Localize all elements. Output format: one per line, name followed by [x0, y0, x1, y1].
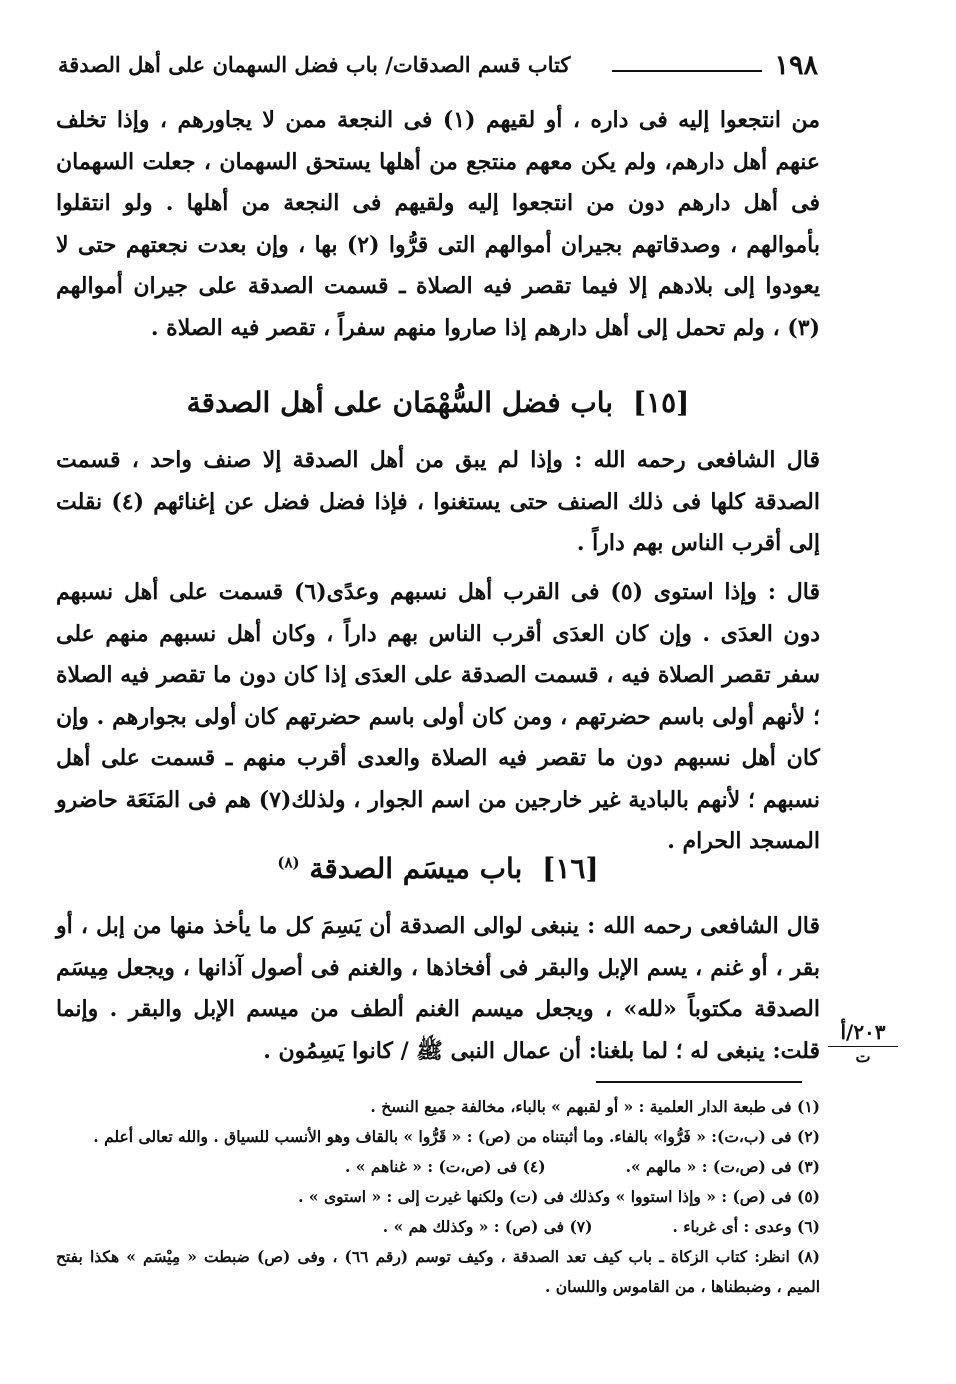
running-head — [58, 50, 818, 90]
footnote-1: (١) فى طبعة الدار العلمية : « أو لقبهم » بالباء، مخالفة جميع النسخ . — [370, 1097, 820, 1116]
intro-paragraph-block — [56, 100, 820, 349]
section-16-heading — [56, 852, 820, 885]
paragraph-text: : وإذا استوى (٥) فى القرب أهل نسبهم وعدًى(٦) قسمت على أهل نسبهم دون العدَى . وإن كان العدَى أقرب الناس بهم داراً ، وكان أهل نسبهم منهم على سفر تقصر الصلاة فيه ، قسمت الصدقة على العدَى إذا كان دون ما تقصر فيه الصلاة ؛ لأنهم أولى باسم حضرتهم ، ومن كان أولى باسم حضرتهم كان أولى بجوارهم . وإن كان أهل نسبهم دون ما تقصر فيه الصلاة والعدى أقرب منهم ـ قسمت على أهل نسبهم ؛ لأنهم بالبادية غير خارجين من اسم الجوار ، ولذلك(٧) هم فى المَنَعَة حاضرو المسجد الحرام . — [56, 579, 820, 854]
intro-paragraph: من انتجعوا إليه فى داره ، أو لقيهم (١) فى النجعة ممن لا يجاورهم ، وإذا تخلف عنهم أهل دارهم، ولم يكن معهم منتجع من أهلها يستحق السهمان ، جعلت السهمان فى أهل دارهم دون من انتجعوا إليه ولقيهم فى النجعة من أهلها . ولو انتقلوا بأموالهم ، وصدقاتهم بجيران أموالهم التى قرُّوا (٢) بها ، وإن بعدت نجعتهم حتى لا يعودوا إلى بلادهم إلا فيما تقصر فيه الصلاة ـ قسمت الصدقة على جيران أموالهم (٣) ، ولم تحمل إلى أهل دارهم إذا صاروا منهم سفراً ، تقصر فيه الصلاة . — [56, 107, 820, 341]
section-16-para-block — [56, 906, 820, 1072]
section-15-para-1 — [56, 440, 820, 565]
section-15-para-2 — [56, 572, 820, 863]
speaker-label: قال — [786, 579, 820, 605]
paragraph-text: رحمه الله : وإذا لم يبق من أهل الصدقة إلا صنف واحد ، قسمت الصدقة كلها فى ذلك الصنف حتى يستغنوا ، فإذا فضل فضل عن إغنائهم (٤) نقلت إلى أقرب الناس بهم داراً . — [56, 447, 820, 556]
speaker-label: قال الشافعى — [700, 913, 820, 939]
footnote-3: (٣) فى (ص،ت) : « مالهم ». — [625, 1157, 820, 1176]
footnotes — [56, 1092, 820, 1302]
running-title: كتاب قسم الصدقات/ باب فضل السهمان على أهل الصدقة — [58, 52, 571, 77]
section-16-para — [56, 906, 820, 1072]
footnote-8: (٨) انظر: كتاب الزكاة ـ باب كيف تعد الصدقة ، وكيف توسم (رقم ٦٦) ، وفى (ص) ضبطت « مِيْسَم » هكذا بفتح الميم ، وضبطناها ، من القاموس واللسان . — [56, 1247, 820, 1296]
header-rule — [612, 70, 762, 72]
paragraph-text: رحمه الله : ينبغى لوالى الصدقة أن يَسِمَ كل ما يأخذ منها من إبل ، أو بقر ، أو غنم ، يسم الإبل والبقر فى أفخاذها ، والغنم فى أصول آذانها ، ويجعل مِيسَم الصدقة مكتوباً «لله» ، ويجعل ميسم الغنم ألطف من ميسم الإبل والبقر . وإنما قلت: ينبغى له ؛ لما بلغنا: أن عمال النبى ﷺ / كانوا يَسِمُون . — [56, 913, 820, 1064]
footnote-separator — [596, 1081, 802, 1083]
section-16-title: باب ميسَم الصدقة — [309, 852, 523, 885]
section-15-heading — [56, 386, 820, 419]
footnote-2: (٢) فى (ب،ت): « فَرُّوا» بالفاء. وما أثبتناه من (ص) : « قَرُّوا » بالقاف وهو الأنسب للسياق . والله تعالى أعلم . — [93, 1127, 820, 1146]
section-16-footnote-ref: (٨) — [277, 853, 300, 872]
speaker-label: قال الشافعى — [696, 447, 820, 473]
footnote-row-3-4 — [56, 1152, 820, 1182]
footnote-5: (٥) فى (ص) : « وإذا استووا » وكذلك فى (ت) ولكنها غيرت إلى : « استوى » . — [298, 1187, 820, 1206]
page-number: ١٩٨ — [774, 50, 818, 81]
footnote-6: (٦) وعدى : أى غرباء . — [672, 1217, 820, 1236]
section-15-number: [١٥] — [632, 386, 690, 419]
footnote-row-6-7 — [56, 1212, 820, 1242]
section-16-number: [١٦] — [542, 852, 599, 885]
footnote-4: (٤) فى (ص،ت) : « غناهم » . — [344, 1157, 546, 1176]
section-15-para-1-block — [56, 440, 820, 565]
section-15-para-2-block — [56, 572, 820, 863]
section-15-title: باب فضل السُّهْمَان على أهل الصدقة — [186, 386, 614, 419]
folio-manuscript-siglum: ت — [855, 1047, 871, 1066]
footnote-7: (٧) فى (ص) : « وكذلك هم » . — [382, 1217, 593, 1236]
folio-reference: ٢٠٣/أ — [828, 1020, 898, 1047]
manuscript-folio-note — [828, 1020, 898, 1070]
